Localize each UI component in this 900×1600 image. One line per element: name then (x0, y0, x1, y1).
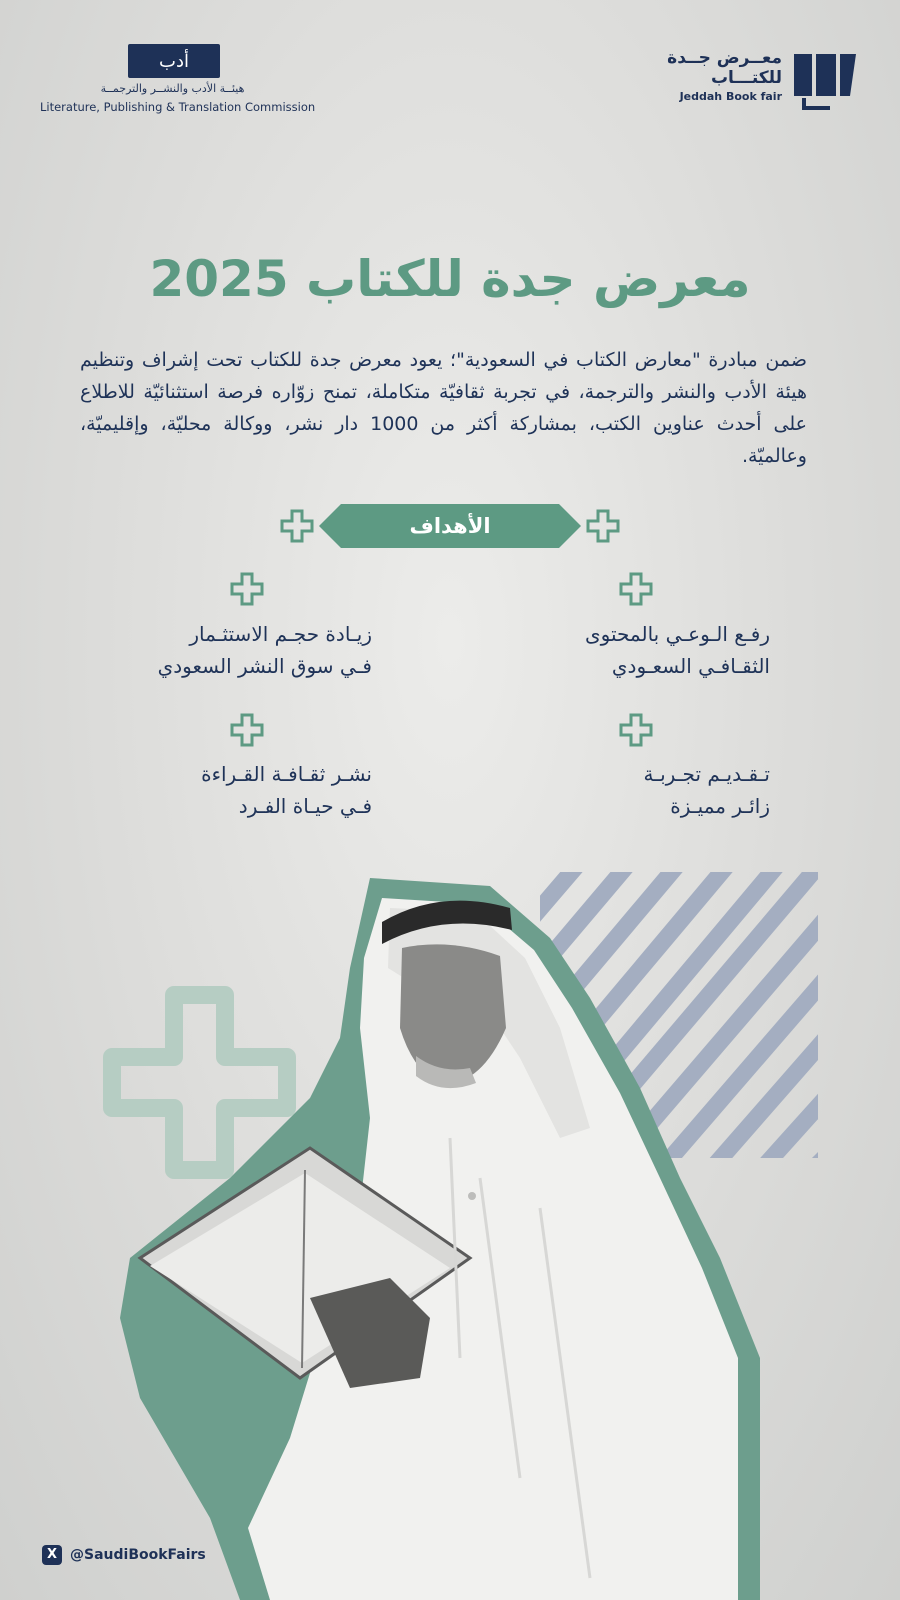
goal-item (112, 758, 372, 822)
jbf-arabic-line1: معــرض جــدة (667, 48, 782, 68)
goal-line: زائـر مميـزة (670, 794, 770, 818)
cross-ornament-left-icon (279, 508, 315, 544)
goals-banner (279, 504, 621, 548)
book-fair-mark-icon (790, 46, 860, 110)
page-title: معرض جدة للكتاب 2025 (149, 250, 751, 308)
goal-line: زيـادة حجـم الاستثـمار (189, 622, 372, 646)
reading-man-photo (120, 878, 760, 1600)
goal-line: رفـع الـوعـي بالمحتوى (585, 622, 770, 646)
goal-line: الثقـافـي السعـودي (611, 654, 770, 678)
jbf-arabic-line2: للكتـــاب (710, 68, 782, 88)
social-handle-text: @SaudiBookFairs (70, 1547, 206, 1563)
goal-3-star-icon (619, 713, 653, 747)
intro-paragraph: ضمن مبادرة "معارض الكتاب في السعودية"؛ يعود معرض جدة للكتاب تحت إشراف وتنظيم هيئة الأدب والنشر والترجمة، في تجربة ثقافيّة متكاملة، تمنح زوّاره فرصة استثنائيّة للاطلاع على أحدث عناوين الكتب، بمشاركة أكثر من 1000 دار نشر، ووكالة محليّة، وإقليميّة، وعالميّة. (80, 349, 807, 467)
lptc-english-name: Literature, Publishing & Translation Commission (40, 100, 316, 114)
goals-heading: الأهداف (409, 514, 491, 538)
x-icon: X (42, 1545, 62, 1565)
lptc-arabic-name: هيئــة الأدب والنشــر والترجمــة (100, 82, 245, 95)
goal-2-star-icon (230, 572, 264, 606)
jeddah-book-fair-logo (655, 46, 860, 116)
lptc-logo-mark: أدب (128, 44, 220, 78)
jbf-arabic-name (667, 48, 782, 88)
goal-1-star-icon (619, 572, 653, 606)
goal-item (112, 618, 372, 682)
goal-item (510, 758, 770, 822)
jbf-english-name: Jeddah Book fair (679, 90, 782, 103)
goal-item (510, 618, 770, 682)
cross-ornament-right-icon (585, 508, 621, 544)
goal-line: فـي حيـاة الفـرد (238, 794, 372, 818)
goal-line: فـي سوق النشر السعودي (157, 654, 372, 678)
lptc-logo (40, 44, 320, 124)
goal-4-star-icon (230, 713, 264, 747)
goal-line: نشـر ثقـافـة القـراءة (201, 762, 372, 786)
social-handle[interactable] (42, 1543, 206, 1567)
goal-line: تـقـديـم تجـربـة (643, 762, 770, 786)
